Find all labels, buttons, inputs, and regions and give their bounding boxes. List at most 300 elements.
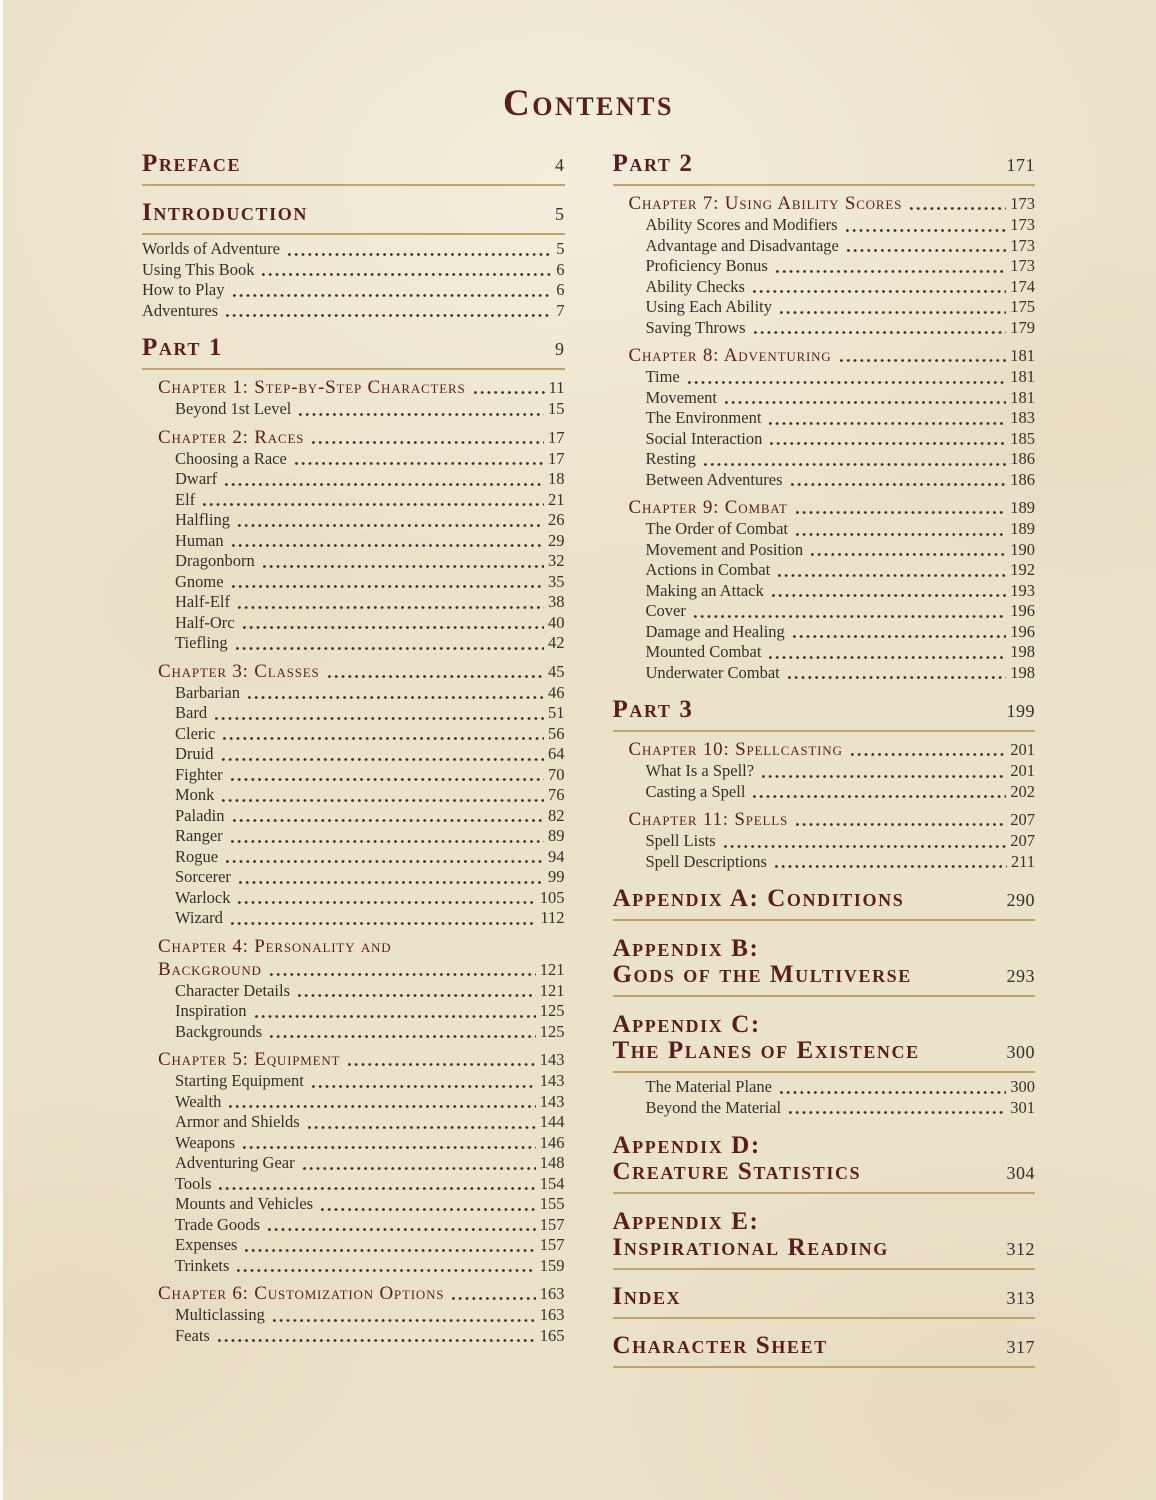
toc-entry <box>613 581 1036 602</box>
section-heading-line: Appendix E: <box>612 1208 760 1235</box>
dot-leader <box>346 1063 535 1066</box>
section-heading: Creature Statistics <box>612 1158 862 1185</box>
toc-entry <box>613 642 1036 663</box>
page-number: 173 <box>1010 235 1035 255</box>
entry-label: Elf <box>175 489 196 509</box>
section-heading: Part 3 <box>612 696 694 723</box>
section-entries <box>142 235 565 321</box>
chapter-heading-row <box>142 958 565 981</box>
dot-leader <box>692 615 1006 618</box>
toc-entry <box>613 782 1036 803</box>
toc-section <box>613 151 1036 186</box>
dot-leader <box>702 463 1006 466</box>
page-number: 189 <box>1010 498 1035 517</box>
page-title: Contents <box>503 83 674 124</box>
section-heading-row <box>142 335 565 370</box>
toc-entry <box>613 1077 1036 1098</box>
page-number: 190 <box>1010 539 1035 559</box>
toc-entry <box>613 297 1036 318</box>
dot-leader <box>271 1319 536 1322</box>
toc-entry <box>142 1112 565 1133</box>
dot-leader <box>326 675 544 678</box>
section-heading-row <box>613 962 1036 997</box>
toc-entry <box>142 592 565 613</box>
dot-leader <box>293 462 544 465</box>
page-number: 143 <box>539 1050 565 1069</box>
section-heading-line: Appendix B: <box>612 935 760 962</box>
toc-entry <box>142 847 565 868</box>
toc-section <box>613 1284 1036 1319</box>
page-number: 51 <box>548 703 565 722</box>
dot-leader <box>774 270 1006 273</box>
page-number: 38 <box>548 592 565 611</box>
chapter-heading-row <box>142 376 565 399</box>
section-heading: Inspirational Reading <box>612 1234 889 1261</box>
section-heading-row <box>613 697 1036 732</box>
section-heading-row <box>613 151 1036 186</box>
toc-section <box>142 426 565 654</box>
dot-leader <box>268 1035 536 1038</box>
page-number: 207 <box>1010 810 1035 829</box>
section-heading: Appendix A: Conditions <box>612 885 905 912</box>
dot-leader <box>767 656 1006 659</box>
entry-label: Adventuring Gear <box>175 1153 295 1172</box>
page-number: 173 <box>1010 194 1035 213</box>
toc-entry <box>613 622 1036 643</box>
toc-section <box>613 886 1036 921</box>
page-number: 163 <box>539 1305 565 1324</box>
toc-entry <box>613 277 1036 298</box>
chapter-heading: Chapter 5: Equipment <box>158 1049 341 1070</box>
page-number: 304 <box>1006 1163 1035 1183</box>
entry-label: The Material Plane <box>645 1077 772 1096</box>
page-number: 121 <box>539 959 565 979</box>
dot-leader <box>310 1085 536 1088</box>
toc-entry <box>142 1326 565 1347</box>
entry-label: Choosing a Race <box>175 448 287 468</box>
page-number: 35 <box>548 571 565 591</box>
page-number: 5 <box>556 239 565 258</box>
dot-leader <box>778 1091 1006 1094</box>
dot-leader <box>224 314 552 317</box>
toc-entry <box>142 469 565 490</box>
page-number: 183 <box>1010 408 1035 427</box>
page-number: 7 <box>556 300 565 320</box>
toc-entry <box>613 601 1036 622</box>
dot-leader <box>221 737 544 740</box>
toc-entry <box>142 1071 565 1092</box>
section-heading: Introduction <box>142 199 308 226</box>
dot-leader <box>751 290 1006 293</box>
entry-label: Tiefling <box>175 633 228 652</box>
section-heading-row <box>613 1235 1036 1270</box>
toc-entry <box>142 399 565 420</box>
toc-entry <box>142 280 565 301</box>
entry-label: Half-Orc <box>175 612 235 632</box>
toc-entry <box>142 826 565 847</box>
dot-leader <box>472 391 545 394</box>
toc-entry <box>142 1215 565 1236</box>
dot-leader <box>794 533 1006 536</box>
toc-entry <box>142 908 565 929</box>
page-number: 313 <box>1006 1288 1035 1308</box>
toc-entry <box>613 540 1036 561</box>
dot-leader <box>229 778 544 781</box>
dot-leader <box>297 413 544 416</box>
dot-leader <box>286 253 552 256</box>
page-number: 148 <box>539 1153 565 1172</box>
toc-entry <box>142 613 565 634</box>
toc-entry <box>613 663 1036 684</box>
page-number: 155 <box>539 1194 565 1213</box>
chapter-heading-row <box>613 808 1036 831</box>
dot-leader <box>770 594 1007 597</box>
page-number: 125 <box>539 1021 565 1041</box>
entry-label: Halfling <box>175 510 230 529</box>
section-heading: The Planes of Existence <box>612 1037 920 1064</box>
toc-entry <box>613 560 1036 581</box>
dot-leader <box>789 483 1007 486</box>
page-number: 163 <box>539 1284 565 1303</box>
chapter-heading-row <box>142 1282 565 1305</box>
entry-label: Ability Checks <box>645 276 745 296</box>
toc-entry <box>142 981 565 1002</box>
entry-label: Between Adventures <box>645 469 783 489</box>
chapter-heading-row <box>613 344 1036 367</box>
entry-label: Beyond 1st Level <box>175 399 292 418</box>
dot-leader <box>838 359 1007 362</box>
entry-label: Wealth <box>175 1091 222 1111</box>
page-number: 32 <box>548 551 565 570</box>
section-heading: Character Sheet <box>612 1332 828 1359</box>
entry-label: Sorcerer <box>175 867 231 886</box>
entry-label: Armor and Shields <box>175 1112 300 1131</box>
entry-label: Half-Elf <box>175 592 230 611</box>
entry-label: The Environment <box>645 408 762 427</box>
page-number: 6 <box>556 280 565 299</box>
section-heading-row <box>613 886 1036 921</box>
chapter-heading: Chapter 6: Customization Options <box>158 1283 445 1304</box>
dot-leader <box>722 845 1007 848</box>
toc-entry <box>142 510 565 531</box>
dot-leader <box>908 207 1006 210</box>
toc-section <box>142 151 565 186</box>
chapter-heading: Chapter 1: Step-by-Step Characters <box>158 377 466 398</box>
entry-label: Gnome <box>175 571 224 591</box>
chapter-heading: Chapter 2: Races <box>158 426 305 448</box>
dot-leader <box>306 1126 536 1129</box>
page-number: 317 <box>1006 1337 1035 1357</box>
entry-label: Saving Throws <box>645 317 746 337</box>
toc-entry <box>613 318 1036 339</box>
entry-label: The Order of Combat <box>645 519 788 538</box>
page-number: 175 <box>1010 297 1035 316</box>
dot-leader <box>296 994 536 997</box>
toc-entry <box>142 1256 565 1277</box>
toc-entry <box>142 1153 565 1174</box>
chapter-heading: Chapter 8: Adventuring <box>628 345 832 366</box>
page-number: 17 <box>548 448 565 468</box>
toc-entry <box>142 703 565 724</box>
chapter-heading-row <box>613 192 1036 215</box>
entry-label: Druid <box>175 744 214 763</box>
dot-leader <box>236 524 544 527</box>
toc-entry <box>142 683 565 704</box>
dot-leader <box>229 922 536 925</box>
toc-entry <box>142 1001 565 1022</box>
entry-label: Monk <box>175 785 215 804</box>
page-number: 192 <box>1010 560 1035 579</box>
page-number: 64 <box>548 744 565 763</box>
page-number: 99 <box>548 867 565 886</box>
dot-leader <box>809 553 1006 556</box>
page-number: 207 <box>1010 831 1035 850</box>
page-number: 157 <box>539 1214 565 1234</box>
chapter-heading-row <box>142 1048 565 1071</box>
page-number: 9 <box>555 339 565 359</box>
page-number: 5 <box>555 204 565 224</box>
dot-leader <box>246 696 544 699</box>
page-number: 11 <box>548 378 565 397</box>
toc-section <box>613 1333 1036 1368</box>
section-heading-row <box>613 1159 1036 1194</box>
dot-leader <box>237 881 544 884</box>
section-heading-row <box>613 1038 1036 1073</box>
page-number: 46 <box>548 682 565 702</box>
section-heading-row <box>613 1284 1036 1319</box>
page-number: 171 <box>1006 155 1035 175</box>
dot-leader <box>845 249 1006 252</box>
section-heading-row <box>142 151 565 186</box>
entry-label: Underwater Combat <box>645 662 780 682</box>
page-number: 143 <box>539 1071 565 1090</box>
entry-label: Making an Attack <box>645 580 764 600</box>
dot-leader <box>253 1015 536 1018</box>
entry-label: Damage and Healing <box>645 621 785 641</box>
page-number: 121 <box>539 980 565 1000</box>
section-entries <box>613 1073 1036 1118</box>
page-number: 112 <box>540 908 565 927</box>
page-number: 290 <box>1006 890 1035 910</box>
entry-label: Backgrounds <box>175 1021 263 1041</box>
dot-leader <box>773 865 1007 868</box>
page-number: 201 <box>1010 761 1035 780</box>
toc-section <box>613 192 1036 338</box>
page-number: 4 <box>555 155 565 175</box>
entry-label: Actions in Combat <box>645 560 771 579</box>
chapter-heading: Chapter 7: Using Ability Scores <box>628 193 903 214</box>
dot-leader <box>201 503 544 506</box>
toc-section <box>613 344 1036 490</box>
page-number: 201 <box>1010 740 1035 759</box>
entry-label: Social Interaction <box>645 428 763 448</box>
entry-label: Spell Lists <box>645 831 716 850</box>
page-number: 70 <box>548 764 565 784</box>
entry-label: Human <box>175 530 224 550</box>
dot-leader <box>229 840 544 843</box>
toc-entry <box>142 572 565 593</box>
dot-leader <box>794 823 1006 826</box>
page-number: 18 <box>548 469 565 488</box>
entry-label: Bard <box>175 703 208 722</box>
toc-entry <box>613 519 1036 540</box>
toc-entry <box>613 256 1036 277</box>
toc-entry <box>142 260 565 281</box>
entry-label: Barbarian <box>175 682 241 702</box>
page-number: 143 <box>539 1091 565 1111</box>
entry-label: Using This Book <box>142 259 255 279</box>
page-number: 185 <box>1010 428 1035 448</box>
toc-entry <box>142 301 565 322</box>
entry-label: Cover <box>645 601 686 620</box>
dot-leader <box>786 676 1007 679</box>
dot-leader <box>450 1297 535 1300</box>
dot-leader <box>844 229 1007 232</box>
section-heading: Gods of the Multiverse <box>612 961 912 988</box>
toc-entry <box>613 852 1036 873</box>
chapter-heading-row <box>613 496 1036 519</box>
chapter-heading: Chapter 10: Spellcasting <box>628 739 843 760</box>
page-number: 6 <box>556 259 565 279</box>
page-number: 196 <box>1010 621 1035 641</box>
page-number: 125 <box>539 1001 565 1020</box>
dot-leader <box>213 717 544 720</box>
toc-entry <box>613 215 1036 236</box>
page-number: 165 <box>539 1325 565 1345</box>
page-number: 26 <box>548 510 565 529</box>
dot-leader <box>268 973 536 976</box>
toc-entry <box>613 1098 1036 1119</box>
dot-leader <box>768 442 1006 445</box>
toc-column-left <box>142 151 565 1372</box>
dot-leader <box>752 331 1007 334</box>
entry-label: Ability Scores and Modifiers <box>645 215 838 234</box>
entry-label: Paladin <box>175 805 225 825</box>
page-number: 29 <box>548 530 565 550</box>
page-number: 300 <box>1006 1042 1035 1062</box>
dot-leader <box>227 1105 535 1108</box>
toc-section <box>142 935 565 1043</box>
dot-leader <box>220 799 544 802</box>
toc-section <box>142 200 565 321</box>
toc-entry <box>613 408 1036 429</box>
page-number: 199 <box>1006 701 1035 721</box>
toc-entry <box>613 429 1036 450</box>
chapter-heading-row <box>142 426 565 449</box>
toc-section <box>613 1011 1036 1118</box>
dot-leader <box>241 626 544 629</box>
toc-entry <box>613 236 1036 257</box>
dot-leader <box>231 294 553 297</box>
page-number: 186 <box>1010 469 1035 489</box>
dot-leader <box>301 1167 536 1170</box>
page-number: 301 <box>1010 1097 1035 1117</box>
page-number: 193 <box>1010 580 1035 600</box>
page-number: 189 <box>1010 519 1035 538</box>
dot-leader <box>310 441 544 444</box>
entry-label: Proficiency Bonus <box>645 256 768 275</box>
entry-label: Worlds of Adventure <box>142 239 280 258</box>
section-heading-line: Appendix C: <box>612 1011 761 1038</box>
toc-section <box>142 335 565 370</box>
page-number: 94 <box>548 846 565 866</box>
dot-leader <box>231 819 545 822</box>
section-heading: Part 2 <box>612 150 694 177</box>
page-number: 186 <box>1010 449 1035 468</box>
page-number: 15 <box>548 399 565 418</box>
toc-entry <box>142 1022 565 1043</box>
entry-label: Movement <box>645 387 717 407</box>
dot-leader <box>266 1228 536 1231</box>
dot-leader <box>243 1249 535 1252</box>
toc-entry <box>142 1174 565 1195</box>
dot-leader <box>778 311 1006 314</box>
page-number: 312 <box>1006 1239 1035 1259</box>
entry-label: Resting <box>645 449 696 468</box>
dot-leader <box>319 1208 536 1211</box>
toc-section <box>142 1048 565 1276</box>
entry-label: Beyond the Material <box>645 1097 782 1117</box>
chapter-heading: Background <box>158 958 262 980</box>
toc-entry <box>613 761 1036 782</box>
toc-entry <box>142 867 565 888</box>
entry-label: Inspiration <box>175 1001 247 1020</box>
toc-entry <box>613 470 1036 491</box>
toc-section <box>613 1208 1036 1270</box>
page-number: 45 <box>548 661 565 681</box>
entry-label: Multiclassing <box>175 1305 265 1324</box>
toc-section <box>142 660 565 929</box>
toc-section <box>142 376 565 420</box>
toc-entry <box>142 1235 565 1256</box>
entry-label: Dwarf <box>175 469 218 488</box>
chapter-heading: Chapter 9: Combat <box>628 497 788 518</box>
toc-entry <box>142 888 565 909</box>
toc-entry <box>613 367 1036 388</box>
page-number: 21 <box>548 489 565 509</box>
entry-label: Trinkets <box>175 1255 230 1275</box>
chapter-heading-row <box>613 738 1036 761</box>
toc-entry <box>142 1305 565 1326</box>
toc-section <box>613 738 1036 802</box>
page-number: 89 <box>548 826 565 845</box>
page-number: 105 <box>539 887 565 907</box>
toc-columns <box>142 151 1035 1372</box>
dot-leader <box>224 860 544 863</box>
page-number: 196 <box>1010 601 1035 620</box>
page-number: 154 <box>539 1173 565 1193</box>
entry-label: Tools <box>175 1173 212 1193</box>
dot-leader <box>849 753 1007 756</box>
toc-section <box>613 1132 1036 1194</box>
chapter-heading-row <box>142 660 565 683</box>
dot-leader <box>791 635 1006 638</box>
dot-leader <box>220 758 545 761</box>
section-heading-row <box>613 1333 1036 1368</box>
dot-leader <box>767 422 1006 425</box>
entry-label: Mounts and Vehicles <box>175 1194 314 1213</box>
page-number: 202 <box>1010 781 1035 801</box>
page-number: 17 <box>548 427 565 447</box>
page-number: 146 <box>539 1132 565 1152</box>
entry-label: Spell Descriptions <box>645 851 767 871</box>
entry-label: Mounted Combat <box>645 642 762 661</box>
entry-label: Dragonborn <box>175 551 255 570</box>
entry-label: Starting Equipment <box>175 1071 304 1090</box>
page-number: 174 <box>1010 276 1035 296</box>
dot-leader <box>236 901 535 904</box>
entry-label: What Is a Spell? <box>645 761 755 780</box>
